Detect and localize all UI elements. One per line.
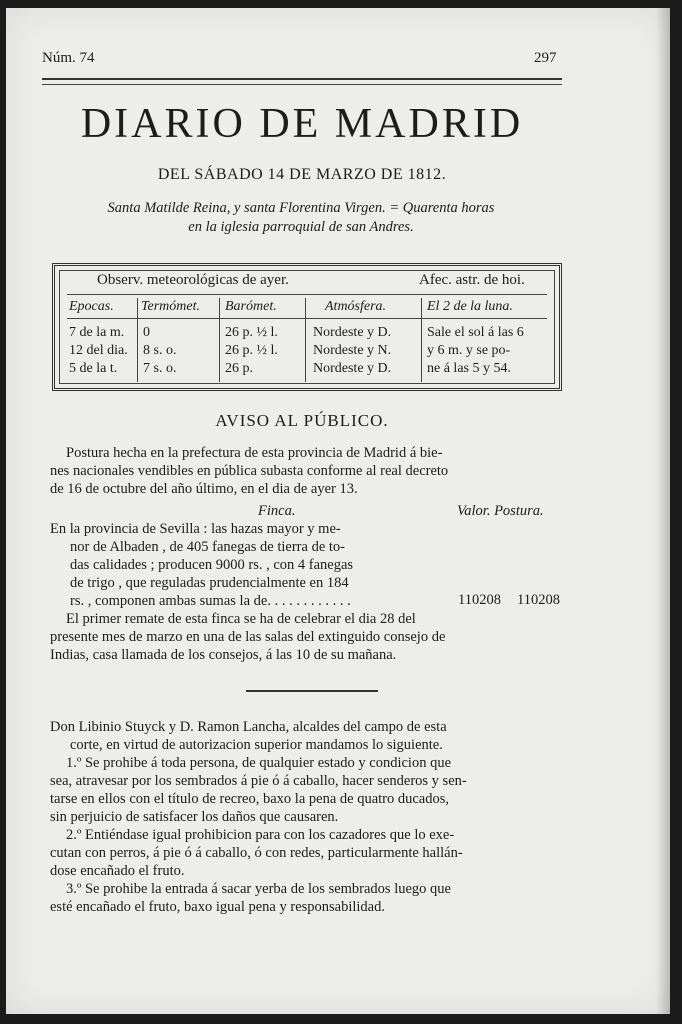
section-separator [246, 690, 378, 692]
meteo-col-divider [137, 298, 138, 382]
sevilla-property-entry [50, 520, 440, 610]
luna-column [427, 324, 524, 378]
bando-line: sea, atravesar por los sembrados á pie ó á caballo, hacer senderos y sen- [50, 773, 467, 789]
bando-line: sin perjuicio de satisfacer los daños que causaren. [50, 809, 339, 825]
notice-title: AVISO AL PÚBLICO. [215, 411, 389, 430]
col-header-luna: El 2 de la luna. [427, 299, 513, 314]
col-header-barometro: Barómet. [225, 299, 277, 314]
notice-intro-line: de 16 de octubre del año último, en el dia de ayer 13. [50, 481, 358, 497]
luna-line: ne á las 5 y 54. [427, 361, 511, 376]
epocas-column [69, 324, 128, 378]
atmosfera-cell: Nordeste y D. [313, 361, 392, 376]
notice-intro [50, 444, 572, 498]
termometro-cell: 7 s. o. [143, 361, 177, 376]
meteo-columns-rule [67, 318, 547, 319]
atmosfera-cell: Nordeste y D. [313, 325, 392, 340]
page-number: 297 [534, 50, 557, 66]
issue-number: Núm. 74 [42, 50, 95, 66]
notice-intro-line: nes nacionales vendibles en pública subasta conforme al real decreto [50, 463, 449, 479]
bando-line: Don Libinio Stuyck y D. Ramon Lancha, alcaldes del campo de esta [50, 719, 447, 735]
epoca-cell: 5 de la t. [69, 361, 118, 376]
valor-amount: 110208 [458, 592, 501, 608]
header-rule-top [42, 78, 562, 80]
meteo-col-divider [305, 298, 306, 382]
col-header-epocas: Epocas. [69, 299, 114, 314]
saints-line: Santa Matilde Reina, y santa Florentina Virgen. = Quarenta horas [107, 200, 495, 216]
sevilla-line: rs. , componen ambas sumas la de. . . . . . . . . . . . [70, 593, 351, 609]
luna-line: y 6 m. y se po- [427, 343, 511, 358]
meteo-table [52, 263, 562, 391]
sevilla-line: de trigo , que reguladas prudencialmente en 184 [70, 575, 349, 591]
remate-line: Indias, casa llamada de los consejos, á las 10 de su mañana. [50, 647, 397, 663]
bando-line: tarse en ellos con el título de recreo, baxo la pena de quatro ducados, [50, 791, 449, 807]
meteo-col-divider [219, 298, 220, 382]
barometro-column [225, 324, 278, 378]
remate-line: El primer remate de esta finca se ha de celebrar el dia 28 del [66, 611, 416, 627]
col-header-valor-postura: Valor. Postura. [457, 503, 544, 519]
meteo-col-divider [421, 298, 422, 382]
bando-line: 1.º Se prohibe á toda persona, de qualquier estado y condicion que [66, 755, 452, 771]
sevilla-line: En la provincia de Sevilla : las hazas mayor y me- [50, 521, 341, 537]
postura-amount: 110208 [517, 592, 560, 608]
atmosfera-column [313, 324, 391, 378]
bando-line: esté encañado el fruto, baxo igual pena y responsabilidad. [50, 899, 385, 915]
bando-line: 3.º Se prohibe la entrada á sacar yerba de los sembrados luego que [66, 881, 451, 897]
col-header-termometro: Termómet. [141, 299, 200, 314]
epoca-cell: 12 del dia. [69, 343, 128, 358]
saints-line: en la iglesia parroquial de san Andres. [188, 219, 414, 235]
masthead-title: DIARIO DE MADRID [80, 101, 524, 147]
atmosfera-cell: Nordeste y N. [313, 343, 392, 358]
col-header-atmosfera: Atmósfera. [325, 299, 387, 314]
header-rule-bottom [42, 84, 562, 85]
page-edge-shadow [656, 8, 670, 1014]
remate-line: presente mes de marzo en una de las salas del extinguido consejo de [50, 629, 446, 645]
sevilla-line: das calidades ; producen 9000 rs. , con 4 fanegas [70, 557, 354, 573]
saints-of-day [56, 199, 546, 237]
bando-line: dose encañado el fruto. [50, 863, 185, 879]
remate-paragraph [50, 610, 572, 664]
barometro-cell: 26 p. ½ l. [225, 325, 278, 340]
notice-intro-line: Postura hecha en la prefectura de esta provincia de Madrid á bie- [66, 445, 443, 461]
bando-paragraph [50, 718, 572, 916]
astro-heading: Afec. astr. de hoi. [419, 272, 525, 288]
bando-line: 2.º Entiéndase igual prohibicion para con los cazadores que lo exe- [66, 827, 455, 843]
termometro-column [143, 324, 176, 378]
termometro-cell: 0 [143, 325, 150, 340]
meteo-header-rule [67, 294, 547, 295]
sevilla-line: nor de Albaden , de 405 fanegas de tierra de to- [70, 539, 345, 555]
termometro-cell: 8 s. o. [143, 343, 177, 358]
luna-line: Sale el sol á las 6 [427, 325, 524, 340]
newspaper-page [6, 8, 670, 1014]
bando-line: corte, en virtud de autorizacion superior mandamos lo siguiente. [70, 737, 443, 753]
barometro-cell: 26 p. ½ l. [225, 343, 278, 358]
meteo-heading: Observ. meteorológicas de ayer. [97, 272, 289, 288]
epoca-cell: 7 de la m. [69, 325, 125, 340]
bando-line: cutan con perros, á pie ó á caballo, ó con redes, particularmente hallán- [50, 845, 463, 861]
col-header-finca: Finca. [258, 503, 296, 519]
barometro-cell: 26 p. [225, 361, 253, 376]
issue-date: DEL SÁBADO 14 DE MARZO DE 1812. [157, 166, 447, 183]
